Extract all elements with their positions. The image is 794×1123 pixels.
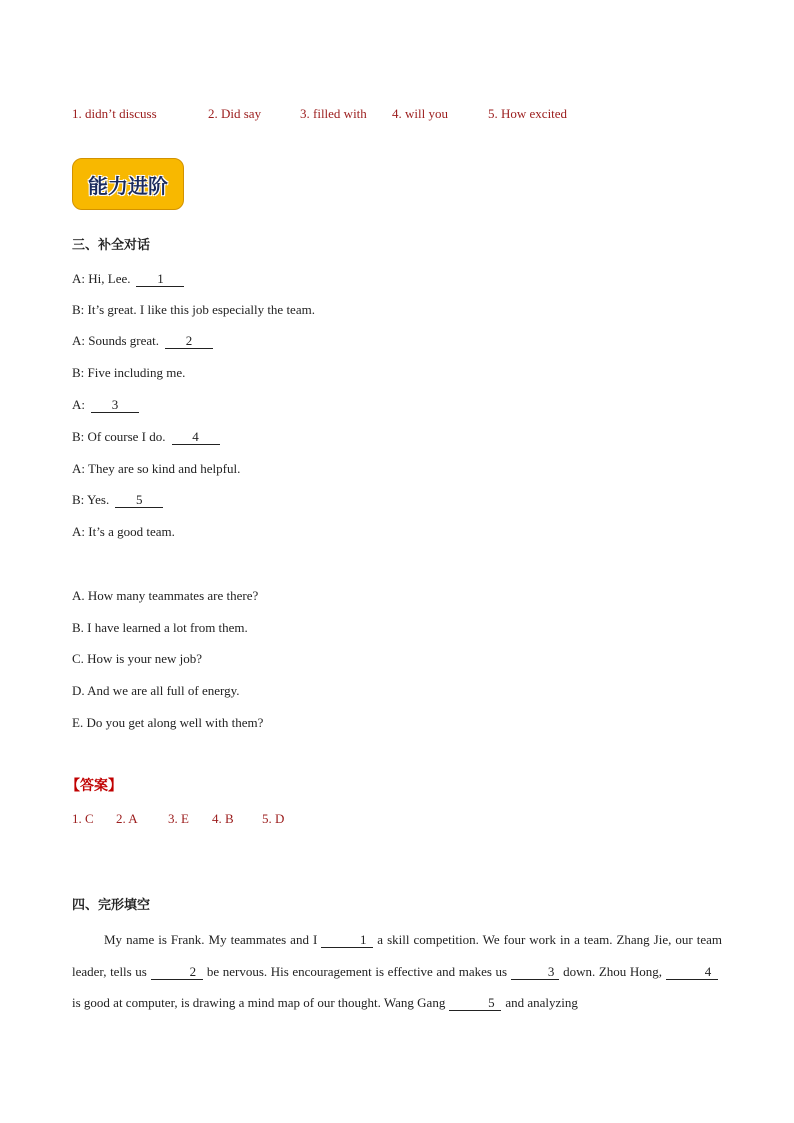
dialogue-line: A: Sounds great. 2 xyxy=(72,332,213,350)
answer-blank[interactable]: 4 xyxy=(172,430,220,445)
dialogue-line: B: Yes. 5 xyxy=(72,491,163,509)
answer-label: 【答案】 xyxy=(66,778,122,794)
cloze-blank[interactable]: 2 xyxy=(151,965,203,980)
answer-2: 2. A xyxy=(116,811,138,826)
cloze-blank[interactable]: 3 xyxy=(511,965,559,980)
cloze-blank[interactable]: 5 xyxy=(449,996,501,1011)
dialogue-line: B: It’s great. I like this job especially the team. xyxy=(72,302,315,317)
top-answer-4: 4. will you xyxy=(392,106,448,121)
answer-5: 5. D xyxy=(262,811,285,826)
dialogue-line: B: Of course I do. 4 xyxy=(72,428,220,446)
option-b: B. I have learned a lot from them. xyxy=(72,620,248,635)
answer-blank[interactable]: 3 xyxy=(91,398,139,413)
answer-blank[interactable]: 2 xyxy=(165,334,213,349)
top-answer-2: 2. Did say xyxy=(208,106,262,121)
dialogue-line: A: It’s a good team. xyxy=(72,524,175,539)
answer-4: 4. B xyxy=(212,811,234,826)
answer-1: 1. C xyxy=(72,811,94,826)
section3-heading: 三、补全对话 xyxy=(72,238,151,253)
answer-3: 3. E xyxy=(168,811,189,826)
dialogue-line: A: They are so kind and helpful. xyxy=(72,461,241,476)
cloze-blank[interactable]: 4 xyxy=(666,965,718,980)
top-answer-5: 5. How excited xyxy=(488,106,568,121)
top-answer-1: 1. didn’t discuss xyxy=(72,106,157,121)
option-d: D. And we are all full of energy. xyxy=(72,683,240,698)
option-a: A. How many teammates are there? xyxy=(72,588,259,603)
option-c: C. How is your new job? xyxy=(72,651,202,666)
option-e: E. Do you get along well with them? xyxy=(72,715,264,730)
top-answer-3: 3. filled with xyxy=(300,106,367,121)
cloze-paragraph: My name is Frank. My teammates and I 1 a skill competition. We four work in a team. Zhang Jie, our team leader, tells us 2 be nervous. His encouragement is effective and makes us 3 down. Zhou Hong, 4is good at computer, is drawing a mind map of our thought. Wang Gang 5 and analyzing xyxy=(72,932,722,1010)
dialogue-line: B: Five including me. xyxy=(72,365,186,380)
section4-heading: 四、完形填空 xyxy=(72,898,151,913)
answer-blank[interactable]: 5 xyxy=(115,493,163,508)
dialogue-line: A: 3 xyxy=(72,396,139,414)
dialogue-line: A: Hi, Lee. 1 xyxy=(72,270,184,288)
cloze-blank[interactable]: 1 xyxy=(321,933,373,948)
ability-advance-badge: 能力进阶 xyxy=(72,158,184,210)
answer-blank[interactable]: 1 xyxy=(136,272,184,287)
